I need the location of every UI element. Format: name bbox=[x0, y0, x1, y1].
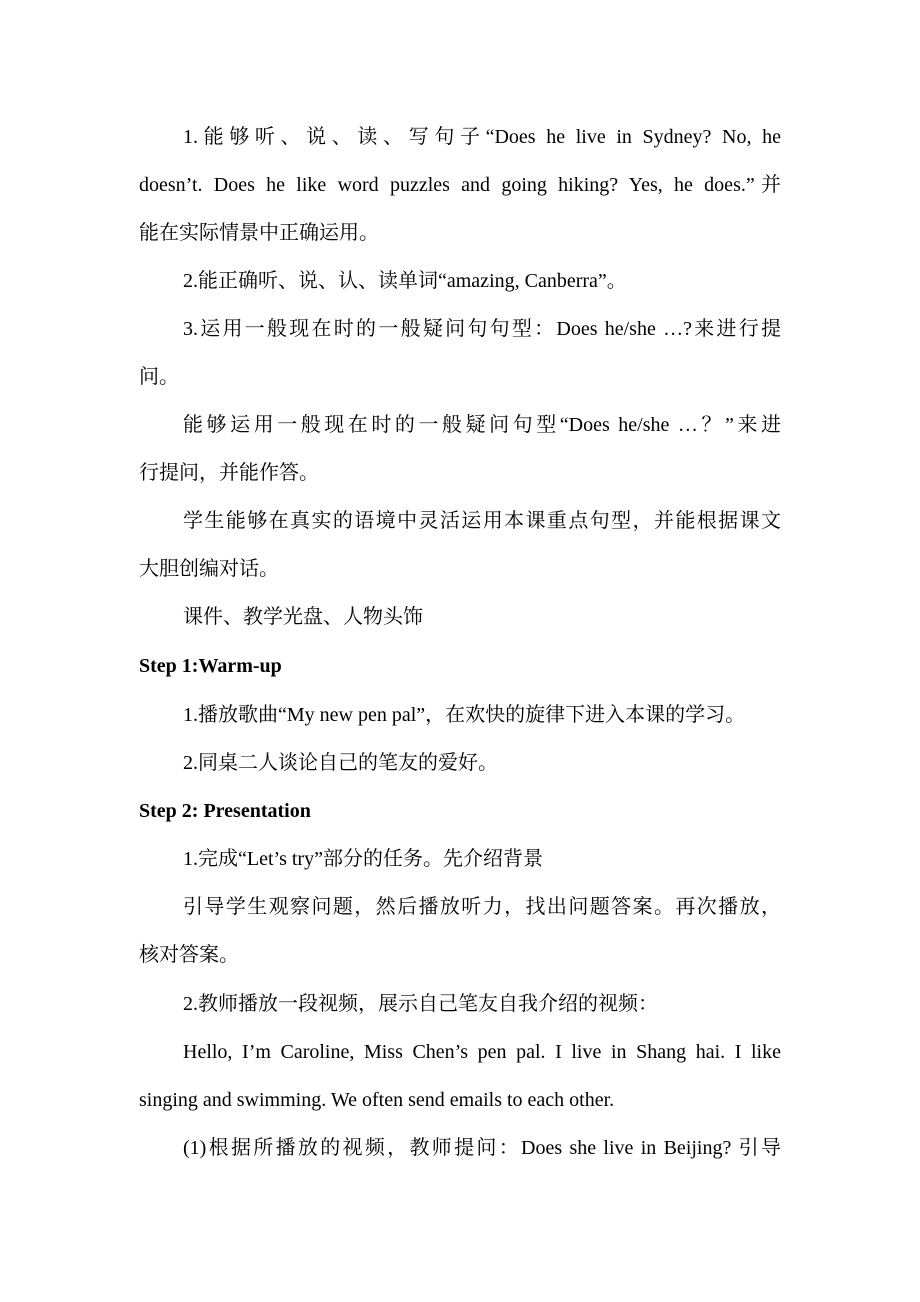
step-1-item-2: 2.同桌二人谈论自己的笔友的爱好。 bbox=[183, 752, 498, 774]
objective-1-line-2: doesn’t. Does he like word puzzles and going hiking? Yes, he does.”并 bbox=[139, 174, 781, 196]
objective-3-line-1: 3.运用一般现在时的一般疑问句句型：Does he/she …?来进行提 bbox=[183, 318, 781, 340]
objective-3-line-2: 问。 bbox=[139, 366, 179, 388]
step-1-heading: Step 1:Warm-up bbox=[139, 655, 282, 677]
key-point-line-1: 能够运用一般现在时的一般疑问句型“Does he/she …？”来进 bbox=[183, 414, 781, 436]
materials: 课件、教学光盘、人物头饰 bbox=[183, 606, 423, 628]
step-2-guide-line-2: 核对答案。 bbox=[139, 944, 239, 966]
step-2-sub-item-1: (1)根据所播放的视频，教师提问：Does she live in Beijing? 引导 bbox=[183, 1137, 781, 1159]
video-text-line-1: Hello, I’m Caroline, Miss Chen’s pen pal. I live in Shang hai. I like bbox=[183, 1041, 781, 1063]
step-2-guide-line-1: 引导学生观察问题，然后播放听力，找出问题答案。再次播放， bbox=[183, 896, 781, 918]
step-2-item-1: 1.完成“Let’s try”部分的任务。先介绍背景 bbox=[183, 848, 543, 870]
key-point-line-2: 行提问，并能作答。 bbox=[139, 462, 319, 484]
video-text-line-2: singing and swimming. We often send emails to each other. bbox=[139, 1089, 615, 1111]
objective-1-line-3: 能在实际情景中正确运用。 bbox=[139, 222, 379, 244]
step-1-item-1: 1.播放歌曲“My new pen pal”，在欢快的旋律下进入本课的学习。 bbox=[183, 704, 746, 726]
objective-1-line-1: 1.能够听、说、读、写句子“Does he live in Sydney? No, he bbox=[183, 126, 781, 148]
objective-2: 2.能正确听、说、认、读单词“amazing, Canberra”。 bbox=[183, 270, 627, 292]
difficulty-line-1: 学生能够在真实的语境中灵活运用本课重点句型，并能根据课文 bbox=[183, 510, 781, 532]
step-2-heading: Step 2: Presentation bbox=[139, 800, 311, 822]
difficulty-line-2: 大胆创编对话。 bbox=[139, 558, 279, 580]
step-2-item-2: 2.教师播放一段视频，展示自己笔友自我介绍的视频： bbox=[183, 993, 658, 1015]
